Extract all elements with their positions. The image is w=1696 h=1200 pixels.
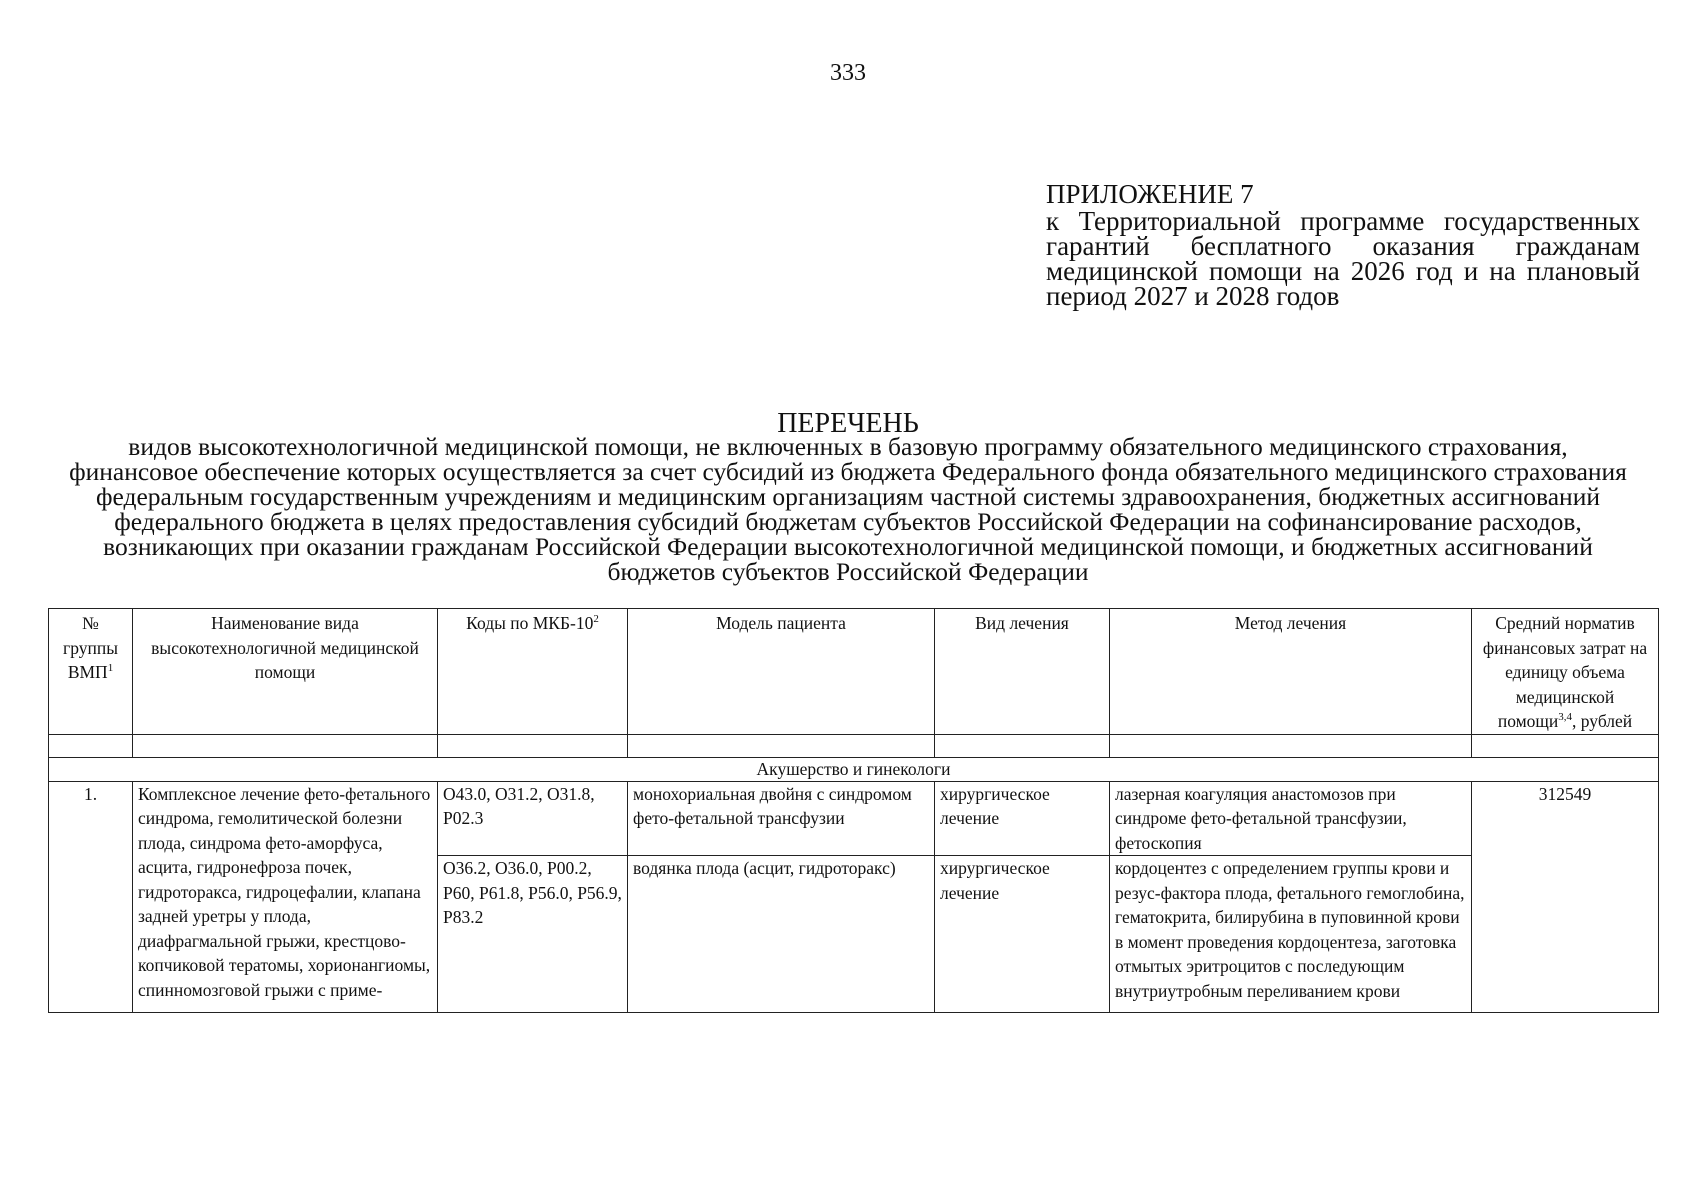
- row-codes: O36.2, O36.0, P00.2, P60, P61.8, P56.0, P56.9, P83.2: [438, 856, 628, 1013]
- header-row: [49, 609, 1659, 735]
- header-treatment: Вид лечения: [935, 609, 1110, 735]
- header-name: Наименование вида высокотехнологичной медицинской помощи: [133, 609, 438, 735]
- row-treatment: хирургическое лечение: [935, 856, 1110, 1013]
- vmp-table: [48, 608, 1659, 1013]
- header-cost: Средний норматив финансовых затрат на единицу объема медицинской помощи$^{3,4}$, рублей: [1472, 609, 1659, 735]
- page-number: 333: [830, 60, 866, 86]
- header-group: № группы ВМП$^1$: [49, 609, 133, 735]
- section-row: [49, 757, 1659, 781]
- row-model: монохориальная двойня с синдромом фето-фетальной трансфузии: [628, 781, 935, 856]
- header-codes: Коды по МКБ-$10^2$: [438, 609, 628, 735]
- appendix-title: ПРИЛОЖЕНИЕ 7: [1046, 179, 1254, 209]
- appendix-block: [1046, 179, 1640, 311]
- header-method: Метод лечения: [1110, 609, 1472, 735]
- appendix-text: к Территориальной программе государственных гарантий бесплатного оказания гражданам медицинской помощи на 2026 год и на плановый период 2027 и 2028 годов: [1046, 206, 1640, 311]
- row-name: Комплексное лечение фето-фетального синдрома, гемолитической болезни плода, синдрома фето-аморфуса, асцита, гидронефроза почек, гидроторакса, гидроцефалии, клапана задней уретры у плода, диафрагмальной грыжи, крестцово-копчиковой тератомы, хорионангиомы, спинномозговой грыжи с приме-: [133, 781, 438, 1013]
- empty-row: [49, 734, 1659, 757]
- row-treatment: хирургическое лечение: [935, 781, 1110, 856]
- list-title: ПЕРЕЧЕНЬ: [777, 408, 919, 439]
- section-title: Акушерство и гинекологи: [49, 757, 1659, 781]
- row-cost: 312549: [1472, 781, 1659, 1013]
- row-model: водянка плода (асцит, гидроторакс): [628, 856, 935, 1013]
- header-model: Модель пациента: [628, 609, 935, 735]
- table-row: [49, 781, 1659, 856]
- row-method: лазерная коагуляция анастомозов при синдроме фето-фетальной трансфузии, фетоскопия: [1110, 781, 1472, 856]
- row-method: кордоцентез с определением группы крови и резус-фактора плода, фетального гемоглобина, гематокрита, билирубина в пуповинной крови в момент проведения кордоцентеза, заготовка отмытых эритроцитов с последующим внутриутробным переливанием крови: [1110, 856, 1472, 1013]
- row-number: 1.: [49, 781, 133, 1013]
- list-subtitle: видов высокотехнологичной медицинской помощи, не включенных в базовую программу обязательного медицинского страхования, финансовое обеспечение которых осуществляется за счет субсидий из бюджета Федерального фонда обязательного медицинского страхования федеральным государственным учреждениям и медицинским организациям частной системы здравоохранения, бюджетных ассигнований федерального бюджета в целях предоставления субсидий бюджетам субъектов Российской Федерации на софинансирование расходов, возникающих при оказании гражданам Российской Федерации высокотехнологичной медицинской помощи, и бюджетных ассигнований бюджетов субъектов Российской Федерации: [69, 432, 1627, 586]
- row-codes: O43.0, O31.2, O31.8, P02.3: [438, 781, 628, 856]
